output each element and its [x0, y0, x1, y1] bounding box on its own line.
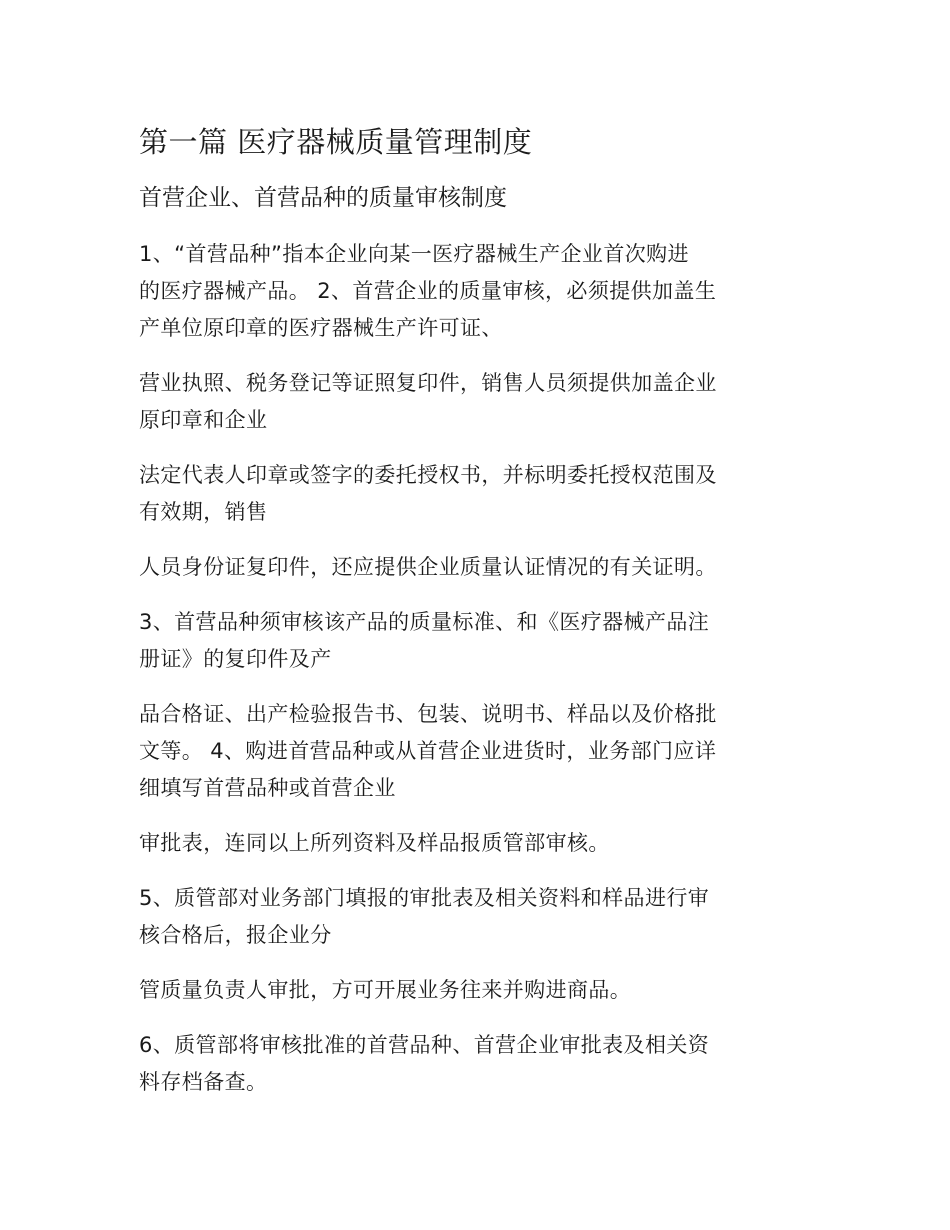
paragraph-line: 料存档备查。	[139, 1070, 268, 1094]
paragraph-first-product-definition	[139, 236, 803, 347]
section-heading: 首营企业、首营品种的质量审核制度	[139, 185, 507, 211]
paragraph-certificates	[139, 696, 803, 807]
paragraph-product-standards	[139, 604, 803, 678]
paragraph-line: 有效期，销售	[139, 500, 268, 524]
paragraph-line: 管质量负责人审批，方可开展业务往来并购进商品。	[139, 978, 632, 1002]
paragraph-line: 营业执照、税务登记等证照复印件，销售人员须提供加盖企业	[139, 371, 717, 395]
paragraph-line: 品合格证、出产检验报告书、包装、说明书、样品以及价格批	[139, 702, 717, 726]
paragraph-license-copies	[139, 365, 803, 439]
paragraph-line: 审批表，连同以上所列资料及样品报质管部审核。	[139, 831, 610, 855]
paragraph-line: 文等。 4、购进首营品种或从首营企业进货时，业务部门应详	[139, 739, 717, 763]
paragraph-quality-review	[139, 880, 803, 954]
paragraph-line: 的医疗器械产品。 2、首营企业的质量审核，必须提供加盖生	[139, 279, 717, 303]
paragraph-line: 人员身份证复印件，还应提供企业质量认证情况的有关证明。	[139, 555, 717, 579]
paragraph-line: 6、质管部将审核批准的首营品种、首营企业审批表及相关资	[139, 1033, 710, 1057]
paragraph-line: 产单位原印章的医疗器械生产许可证、	[139, 316, 503, 340]
paragraph-line: 3、首营品种须审核该产品的质量标准、和《医疗器械产品注	[139, 610, 710, 634]
paragraph-line: 细填写首营品种或首营企业	[139, 776, 396, 800]
document-page	[139, 118, 803, 1101]
paragraph-line: 5、质管部对业务部门填报的审批表及相关资料和样品进行审	[139, 886, 710, 910]
paragraph-line: 册证》的复印件及产	[139, 647, 332, 671]
paragraph-archiving	[139, 1027, 803, 1101]
paragraph-line: 核合格后，报企业分	[139, 923, 332, 947]
paragraph-line: 原印章和企业	[139, 408, 268, 432]
paragraph-line: 1、“首营品种”指本企业向某一医疗器械生产企业首次购进	[139, 242, 689, 266]
paragraph-line: 法定代表人印章或签字的委托授权书，并标明委托授权范围及	[139, 463, 717, 487]
document-title: 第一篇 医疗器械质量管理制度	[139, 125, 533, 159]
paragraph-id-copies	[139, 549, 803, 586]
paragraph-manager-approval	[139, 972, 803, 1009]
paragraph-authorization-letter	[139, 457, 803, 531]
paragraph-approval-form	[139, 825, 803, 862]
